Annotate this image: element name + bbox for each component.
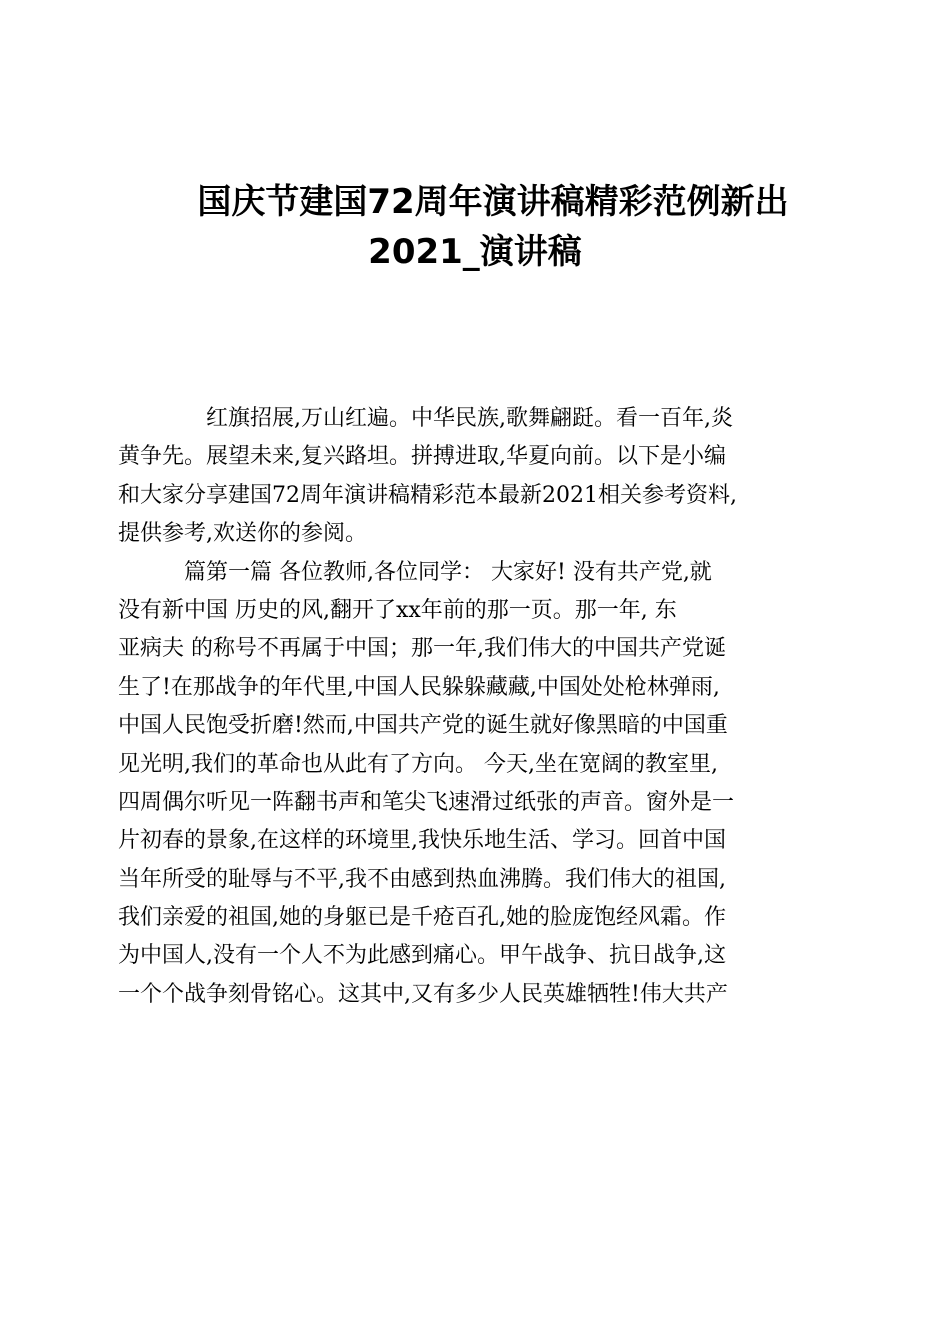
text-line: 中国人民饱受折磨!然而,中国共产党的诞生就好像黑暗的中国重 [118,713,728,739]
document-title-line-1: 国庆节建国72周年演讲稿精彩范例新出 [197,182,789,222]
text-line: 片初春的景象,在这样的环境里,我快乐地生活、学习。回首中国 [118,828,726,854]
text-line: 一个个战争刻骨铭心。这其中,又有多少人民英雄牺牲!伟大共产 [118,981,728,1007]
text-line: 黄争先。展望未来,复兴路坦。拼搏进取,华夏向前。以下是小编 [118,444,726,470]
document-body [118,400,833,1014]
text-line: 和大家分享建国72周年演讲稿精彩范本最新2021相关参考资料, [118,482,737,508]
text-line: 红旗招展,万山红遍。中华民族,歌舞翩跹。看一百年,炎 [206,406,733,431]
text-line: 没有新中国 历史的风,翻开了xx年前的那一页。那一年, 东 [118,597,677,623]
text-line: 为中国人,没有一个人不为此感到痛心。甲午战争、抗日战争,这 [118,943,726,969]
paragraph-speech [118,554,833,1015]
text-line: 当年所受的耻辱与不平,我不由感到热血沸腾。我们伟大的祖国, [118,866,726,892]
text-line: 亚病夫 的称号不再属于中国；那一年,我们伟大的中国共产党诞 [118,636,726,662]
text-line: 四周偶尔听见一阵翻书声和笔尖飞速滑过纸张的声音。窗外是一 [118,789,735,815]
text-line: 生了!在那战争的年代里,中国人民躲躲藏藏,中国处处枪林弹雨, [118,674,720,700]
document-title-line-2: 2021_演讲稿 [368,232,582,272]
text-line: 提供参考,欢送你的参阅。 [118,521,367,547]
text-line: 篇第一篇 各位教师,各位同学： 大家好! 没有共产党,就 [184,559,712,585]
text-line: 见光明,我们的革命也从此有了方向。 今天,坐在宽阔的教室里, [118,751,718,777]
text-line: 我们亲爱的祖国,她的身躯已是千疮百孔,她的脸庞饱经风霜。作 [118,905,726,931]
paragraph-intro [118,400,833,554]
